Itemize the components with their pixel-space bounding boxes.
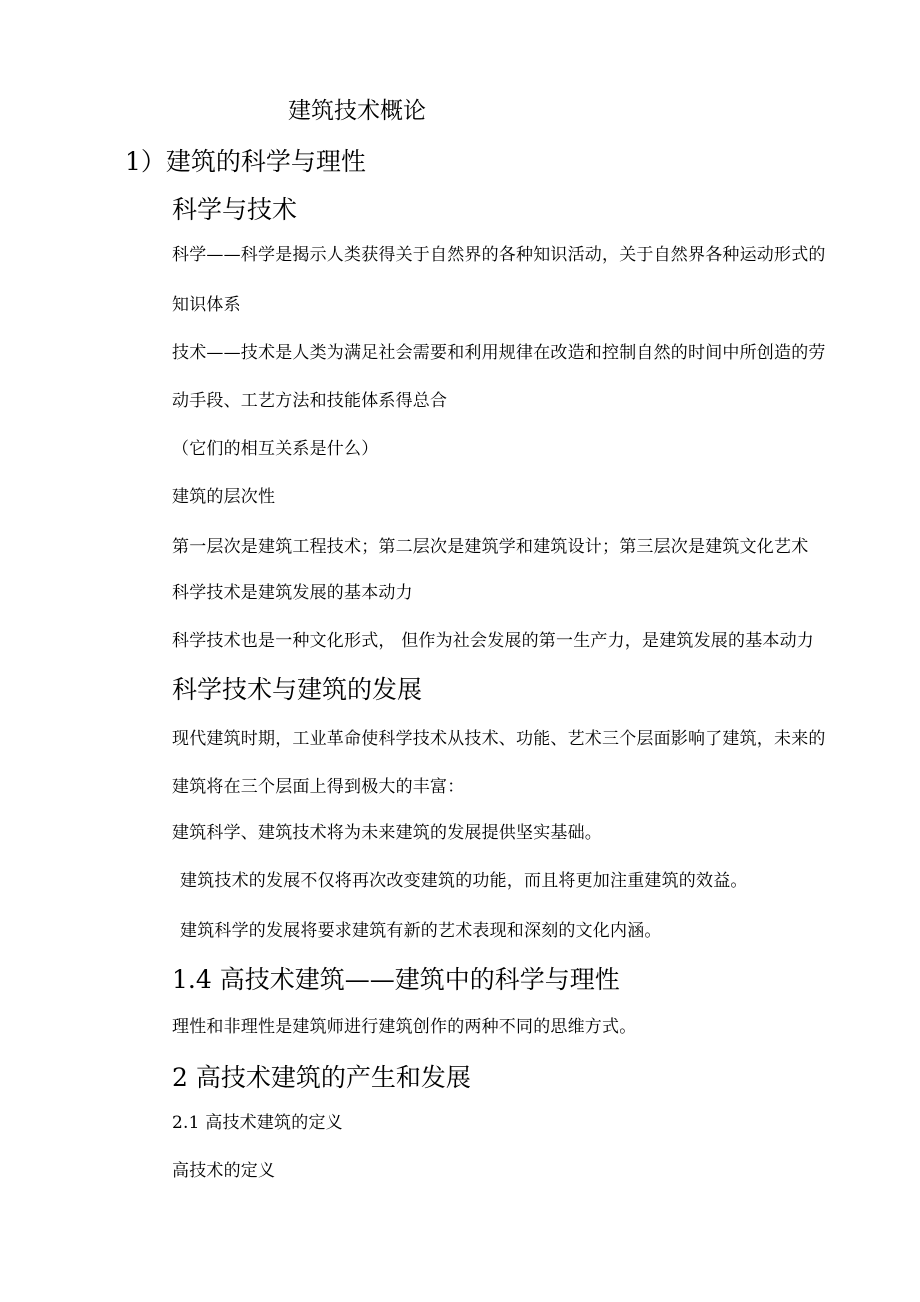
paragraph-line: 现代建筑时期，工业革命使科学技术从技术、功能、艺术三个层面影响了建筑，未来的 xyxy=(172,729,826,749)
paragraph-line: 科学技术也是一种文化形式， 但作为社会发展的第一生产力，是建筑发展的基本动力 xyxy=(172,631,815,651)
paragraph-line: 建筑科学、建筑技术将为未来建筑的发展提供坚实基础。 xyxy=(172,823,602,843)
paragraph-line: 技术——技术是人类为满足社会需要和利用规律在改造和控制自然的时间中所创造的劳 xyxy=(172,343,826,363)
paragraph-line: 第一层次是建筑工程技术；第二层次是建筑学和建筑设计；第三层次是建筑文化艺术 xyxy=(172,537,809,557)
paragraph-line: 理性和非理性是建筑师进行建筑创作的两种不同的思维方式。 xyxy=(172,1017,637,1037)
paragraph-line: 建筑的层次性 xyxy=(172,487,276,507)
paragraph-line: （它们的相互关系是什么） xyxy=(172,439,379,459)
section-heading: 1）建筑的科学与理性 xyxy=(125,147,366,176)
paragraph-line: 知识体系 xyxy=(172,295,241,315)
subsection-heading: 科学与技术 xyxy=(172,195,298,224)
document-title: 建筑技术概论 xyxy=(288,98,426,124)
paragraph-line: 科学技术是建筑发展的基本动力 xyxy=(172,583,413,603)
paragraph-line: 高技术的定义 xyxy=(172,1161,276,1181)
section-heading: 2 高技术建筑的产生和发展 xyxy=(172,1063,471,1092)
paragraph-line: 建筑科学的发展将要求建筑有新的艺术表现和深刻的文化内涵。 xyxy=(180,921,662,941)
subsection-heading: 科学技术与建筑的发展 xyxy=(172,675,423,704)
subsection-heading: 2.1 高技术建筑的定义 xyxy=(172,1113,343,1133)
paragraph-line: 科学——科学是揭示人类获得关于自然界的各种知识活动，关于自然界各种运动形式的 xyxy=(172,245,826,265)
paragraph-line: 建筑技术的发展不仅将再次改变建筑的功能，而且将更加注重建筑的效益。 xyxy=(180,871,748,891)
paragraph-line: 动手段、工艺方法和技能体系得总合 xyxy=(172,391,448,411)
paragraph-line: 建筑将在三个层面上得到极大的丰富： xyxy=(172,777,465,797)
subsection-heading: 1.4 高技术建筑——建筑中的科学与理性 xyxy=(172,965,620,994)
